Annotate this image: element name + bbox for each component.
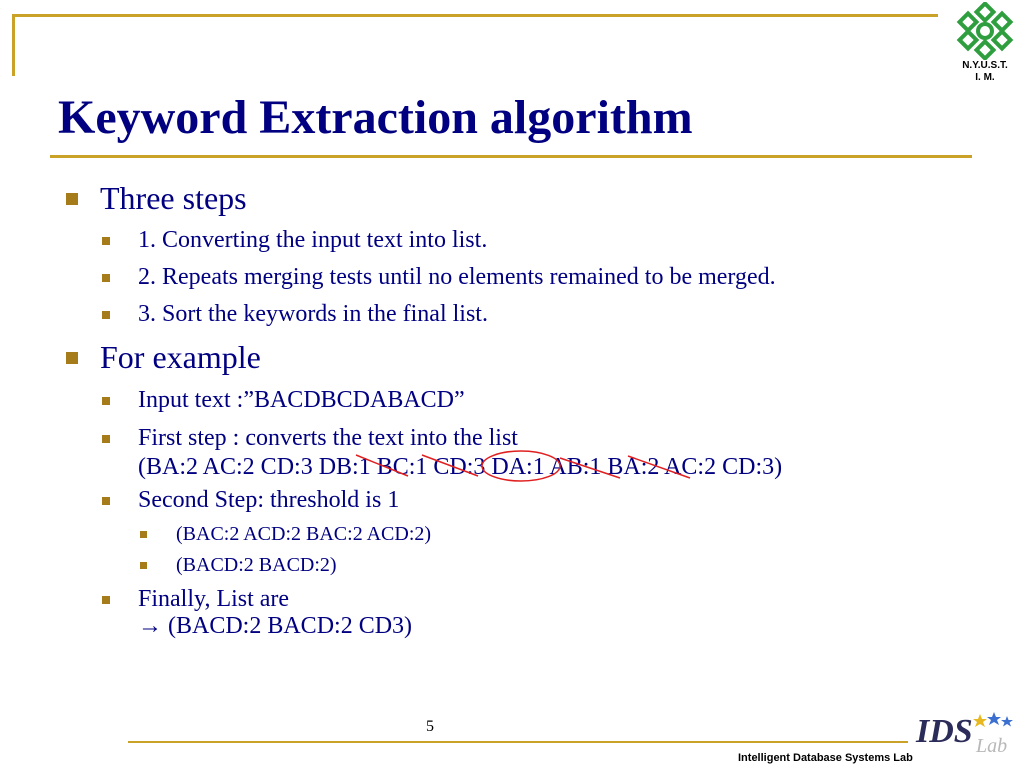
- ids-logo-script: Lab: [976, 735, 1008, 757]
- lab-name: Intelligent Database Systems Lab: [738, 752, 913, 764]
- square-bullet-icon: [102, 237, 110, 245]
- bullet-text: Second Step: threshold is 1: [138, 487, 400, 513]
- slide-title: Keyword Extraction algorithm: [58, 91, 693, 144]
- final-list: (BACD:2 BACD:2 CD3): [168, 613, 413, 639]
- ids-logo-letters: IDS: [916, 713, 973, 750]
- bullet-text: Input text :”BACDBCDABACD”: [138, 387, 465, 413]
- gold-star-icon: [973, 714, 987, 727]
- bullet-text: (BAC:2 ACD:2 BAC:2 ACD:2): [176, 523, 432, 545]
- square-bullet-icon: [66, 193, 78, 205]
- square-bullet-icon: [102, 274, 110, 282]
- flower-emblem-icon: [956, 2, 1014, 60]
- frame-left-rule: [12, 14, 15, 76]
- square-bullet-icon: [102, 435, 110, 443]
- square-bullet-icon: [66, 352, 78, 364]
- bullet-text: First step : converts the text into the list: [138, 425, 518, 451]
- ids-lab-logo: [910, 708, 1020, 758]
- bullet-label: Three steps: [100, 180, 247, 216]
- bullet-text: 1. Converting the input text into list.: [138, 227, 488, 253]
- blue-star-icon: [1001, 716, 1013, 727]
- bullet-text: 2. Repeats merging tests until no elements remained to be merged.: [138, 264, 776, 290]
- right-arrow-icon: →: [138, 613, 162, 639]
- frame-top-rule: [12, 14, 938, 17]
- bullet-text: Finally, List are: [138, 586, 290, 612]
- footer-rule: [128, 741, 908, 743]
- bullet-text: 3. Sort the keywords in the final list.: [138, 301, 488, 327]
- square-bullet-icon: [140, 531, 147, 538]
- square-bullet-icon: [102, 397, 110, 405]
- square-bullet-icon: [140, 562, 147, 569]
- university-logo: [952, 2, 1018, 92]
- square-bullet-icon: [102, 311, 110, 319]
- square-bullet-icon: [102, 596, 110, 604]
- logo-caption-line2: I. M.: [975, 72, 995, 83]
- blue-star-icon: [987, 712, 1001, 725]
- bullet-label: For example: [100, 339, 261, 375]
- final-list-line: [138, 612, 412, 640]
- bullet-text: (BACD:2 BACD:2): [176, 554, 337, 576]
- first-step-list: (BA:2 AC:2 CD:3 DB:1 BC:1 CD:3 DA:1 AB:1 BA:2 AC:2 CD:3): [138, 454, 783, 480]
- square-bullet-icon: [102, 497, 110, 505]
- title-underline: [50, 155, 972, 158]
- logo-caption-line1: N.Y.U.S.T.: [962, 60, 1008, 71]
- page-number: 5: [426, 718, 434, 735]
